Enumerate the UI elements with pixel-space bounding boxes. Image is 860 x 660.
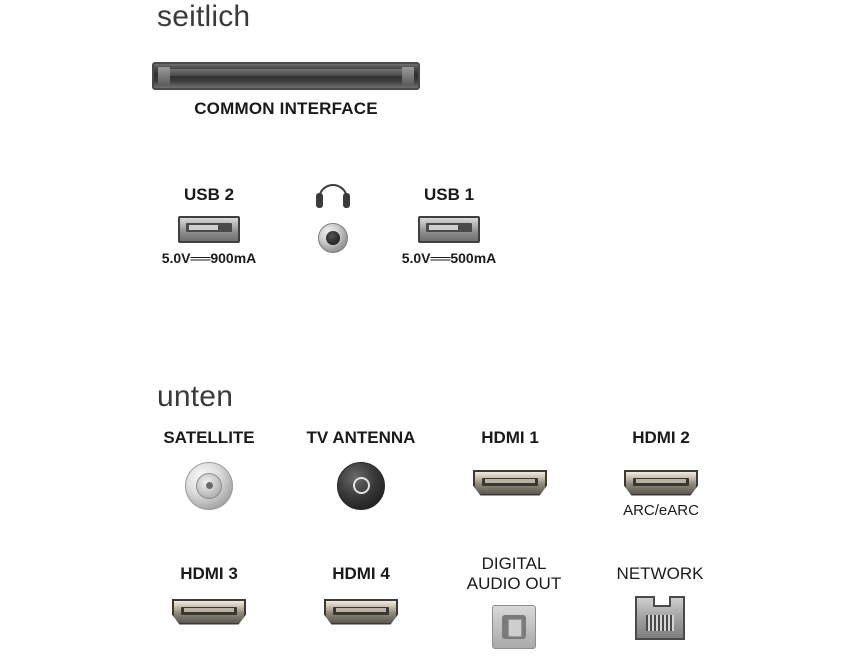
network-label: NETWORK: [616, 564, 704, 583]
hdmi-4-label: HDMI 4: [332, 564, 390, 583]
digital-audio-out-label-line2: AUDIO OUT: [466, 573, 562, 593]
port-network: [598, 564, 722, 640]
hdmi-port-icon: [151, 599, 267, 625]
headphone-icon: [288, 185, 378, 207]
port-usb-2: [150, 185, 268, 266]
hdmi-3-label: HDMI 3: [180, 564, 238, 583]
hdmi-port-icon: [455, 470, 565, 496]
hdmi-port-icon: [303, 599, 419, 625]
common-interface-label: COMMON INTERFACE: [194, 99, 378, 118]
hdmi-1-label: HDMI 1: [481, 428, 539, 447]
rj45-network-icon: [598, 596, 722, 640]
usb-2-power-rating: 5.0V══900mA: [161, 249, 257, 266]
port-digital-audio-out: [444, 554, 584, 649]
section-title-bottom: unten: [157, 380, 234, 413]
ci-slot-tab-left: [158, 67, 170, 85]
port-headphone: [288, 185, 378, 253]
hdmi-port-icon: [600, 470, 722, 496]
common-interface-group: [152, 62, 424, 119]
port-usb-1: [390, 185, 508, 266]
satellite-label: SATELLITE: [163, 428, 255, 447]
usb-port-icon: [390, 216, 508, 243]
section-title-side: seitlich: [157, 0, 251, 33]
port-tv-antenna: [296, 428, 426, 510]
ci-slot-icon: [152, 62, 420, 90]
usb-1-power-rating: 5.0V══500mA: [401, 249, 497, 266]
tv-antenna-label: TV ANTENNA: [306, 428, 416, 447]
port-hdmi-1: [455, 428, 565, 496]
usb-port-icon: [150, 216, 268, 243]
usb-2-label: USB 2: [183, 185, 235, 204]
headphone-jack-icon: [288, 223, 378, 253]
satellite-f-connector-icon: [144, 462, 274, 510]
port-hdmi-2: [600, 428, 722, 519]
port-satellite: [144, 428, 274, 510]
hdmi-2-arc-label: ARC/eARC: [623, 501, 699, 519]
hdmi-2-label: HDMI 2: [632, 428, 690, 447]
coax-antenna-icon: [296, 462, 426, 510]
ci-slot-tab-right: [402, 67, 414, 85]
digital-audio-out-label-line1: DIGITAL: [481, 554, 547, 573]
usb-1-label: USB 1: [423, 185, 475, 204]
port-hdmi-4: [303, 564, 419, 625]
optical-audio-out-icon: [444, 605, 584, 649]
port-hdmi-3: [151, 564, 267, 625]
